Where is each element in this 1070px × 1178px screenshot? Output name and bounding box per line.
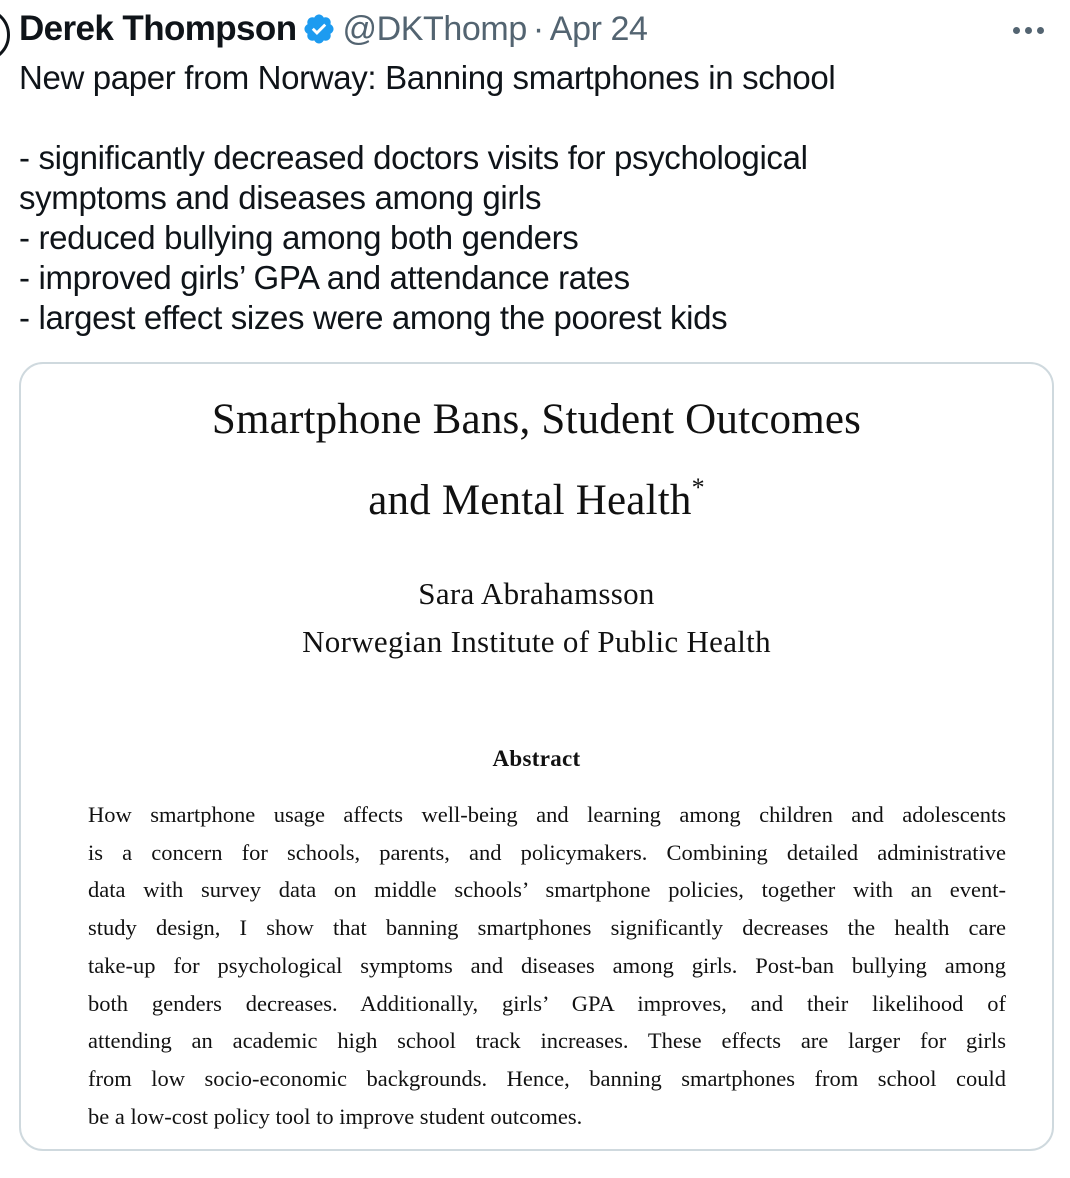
more-options-button[interactable] bbox=[1006, 14, 1050, 46]
abstract-line: study design, I show that banning smartphones significantly decreases the health care bbox=[88, 915, 1006, 941]
separator: · bbox=[532, 9, 544, 48]
more-horizontal-icon bbox=[1013, 27, 1020, 34]
tweet-bullet: symptoms and diseases among girls bbox=[19, 179, 542, 216]
tweet-intro: New paper from Norway: Banning smartphones in school bbox=[19, 59, 836, 96]
abstract-line: take-up for psychological symptoms and diseases among girls. Post-ban bullying among bbox=[88, 952, 1006, 978]
paper-title bbox=[21, 386, 1052, 535]
abstract-body bbox=[88, 796, 1006, 1135]
abstract-line: data with survey data on middle schools’ smartphone policies, together with an event- bbox=[88, 877, 1006, 903]
author-handle[interactable]: @DKThomp bbox=[342, 9, 527, 48]
paper-title-line bbox=[21, 454, 1052, 535]
paragraph-gap bbox=[19, 98, 1039, 138]
abstract-line: is a concern for schools, parents, and policymakers. Combining detailed administrative bbox=[88, 839, 1006, 865]
tweet-timestamp[interactable]: Apr 24 bbox=[549, 9, 648, 48]
tweet-bullet: - reduced bullying among both genders bbox=[19, 219, 579, 256]
abstract-line: both genders decreases. Additionally, girls’ GPA improves, and their likelihood of bbox=[88, 990, 1006, 1016]
media-image-card[interactable] bbox=[19, 362, 1054, 1151]
tweet-text bbox=[19, 58, 1039, 338]
abstract-line: from low socio-economic backgrounds. Hence, banning smartphones from school could bbox=[88, 1065, 1006, 1091]
more-horizontal-icon bbox=[1037, 27, 1044, 34]
abstract-heading: Abstract bbox=[492, 746, 581, 771]
tweet-bullet: - significantly decreased doctors visits for psychological bbox=[19, 139, 808, 176]
title-footnote-mark: * bbox=[691, 473, 705, 502]
paper-title-line: Smartphone Bans, Student Outcomes bbox=[211, 396, 862, 443]
paper-author: Sara Abrahamsson bbox=[418, 576, 655, 611]
more-horizontal-icon bbox=[1025, 27, 1032, 34]
abstract-line: How smartphone usage affects well-being and learning among children and adolescents bbox=[88, 802, 1006, 827]
paper-title-line-text: and Mental Health bbox=[368, 477, 692, 524]
tweet-bullet: - improved girls’ GPA and attendance rates bbox=[19, 259, 630, 296]
abstract-line: attending an academic high school track increases. These effects are larger for girls bbox=[88, 1028, 1006, 1054]
author-name[interactable]: Derek Thompson bbox=[19, 9, 297, 48]
tweet-header bbox=[19, 6, 648, 52]
abstract-line: be a low-cost policy tool to improve student outcomes. bbox=[88, 1103, 583, 1129]
paper-affiliation: Norwegian Institute of Public Health bbox=[302, 624, 771, 659]
verified-badge-icon bbox=[302, 12, 336, 46]
tweet-bullet: - largest effect sizes were among the poorest kids bbox=[19, 299, 728, 336]
paper-screenshot bbox=[21, 364, 1052, 1149]
avatar[interactable] bbox=[0, 8, 10, 62]
